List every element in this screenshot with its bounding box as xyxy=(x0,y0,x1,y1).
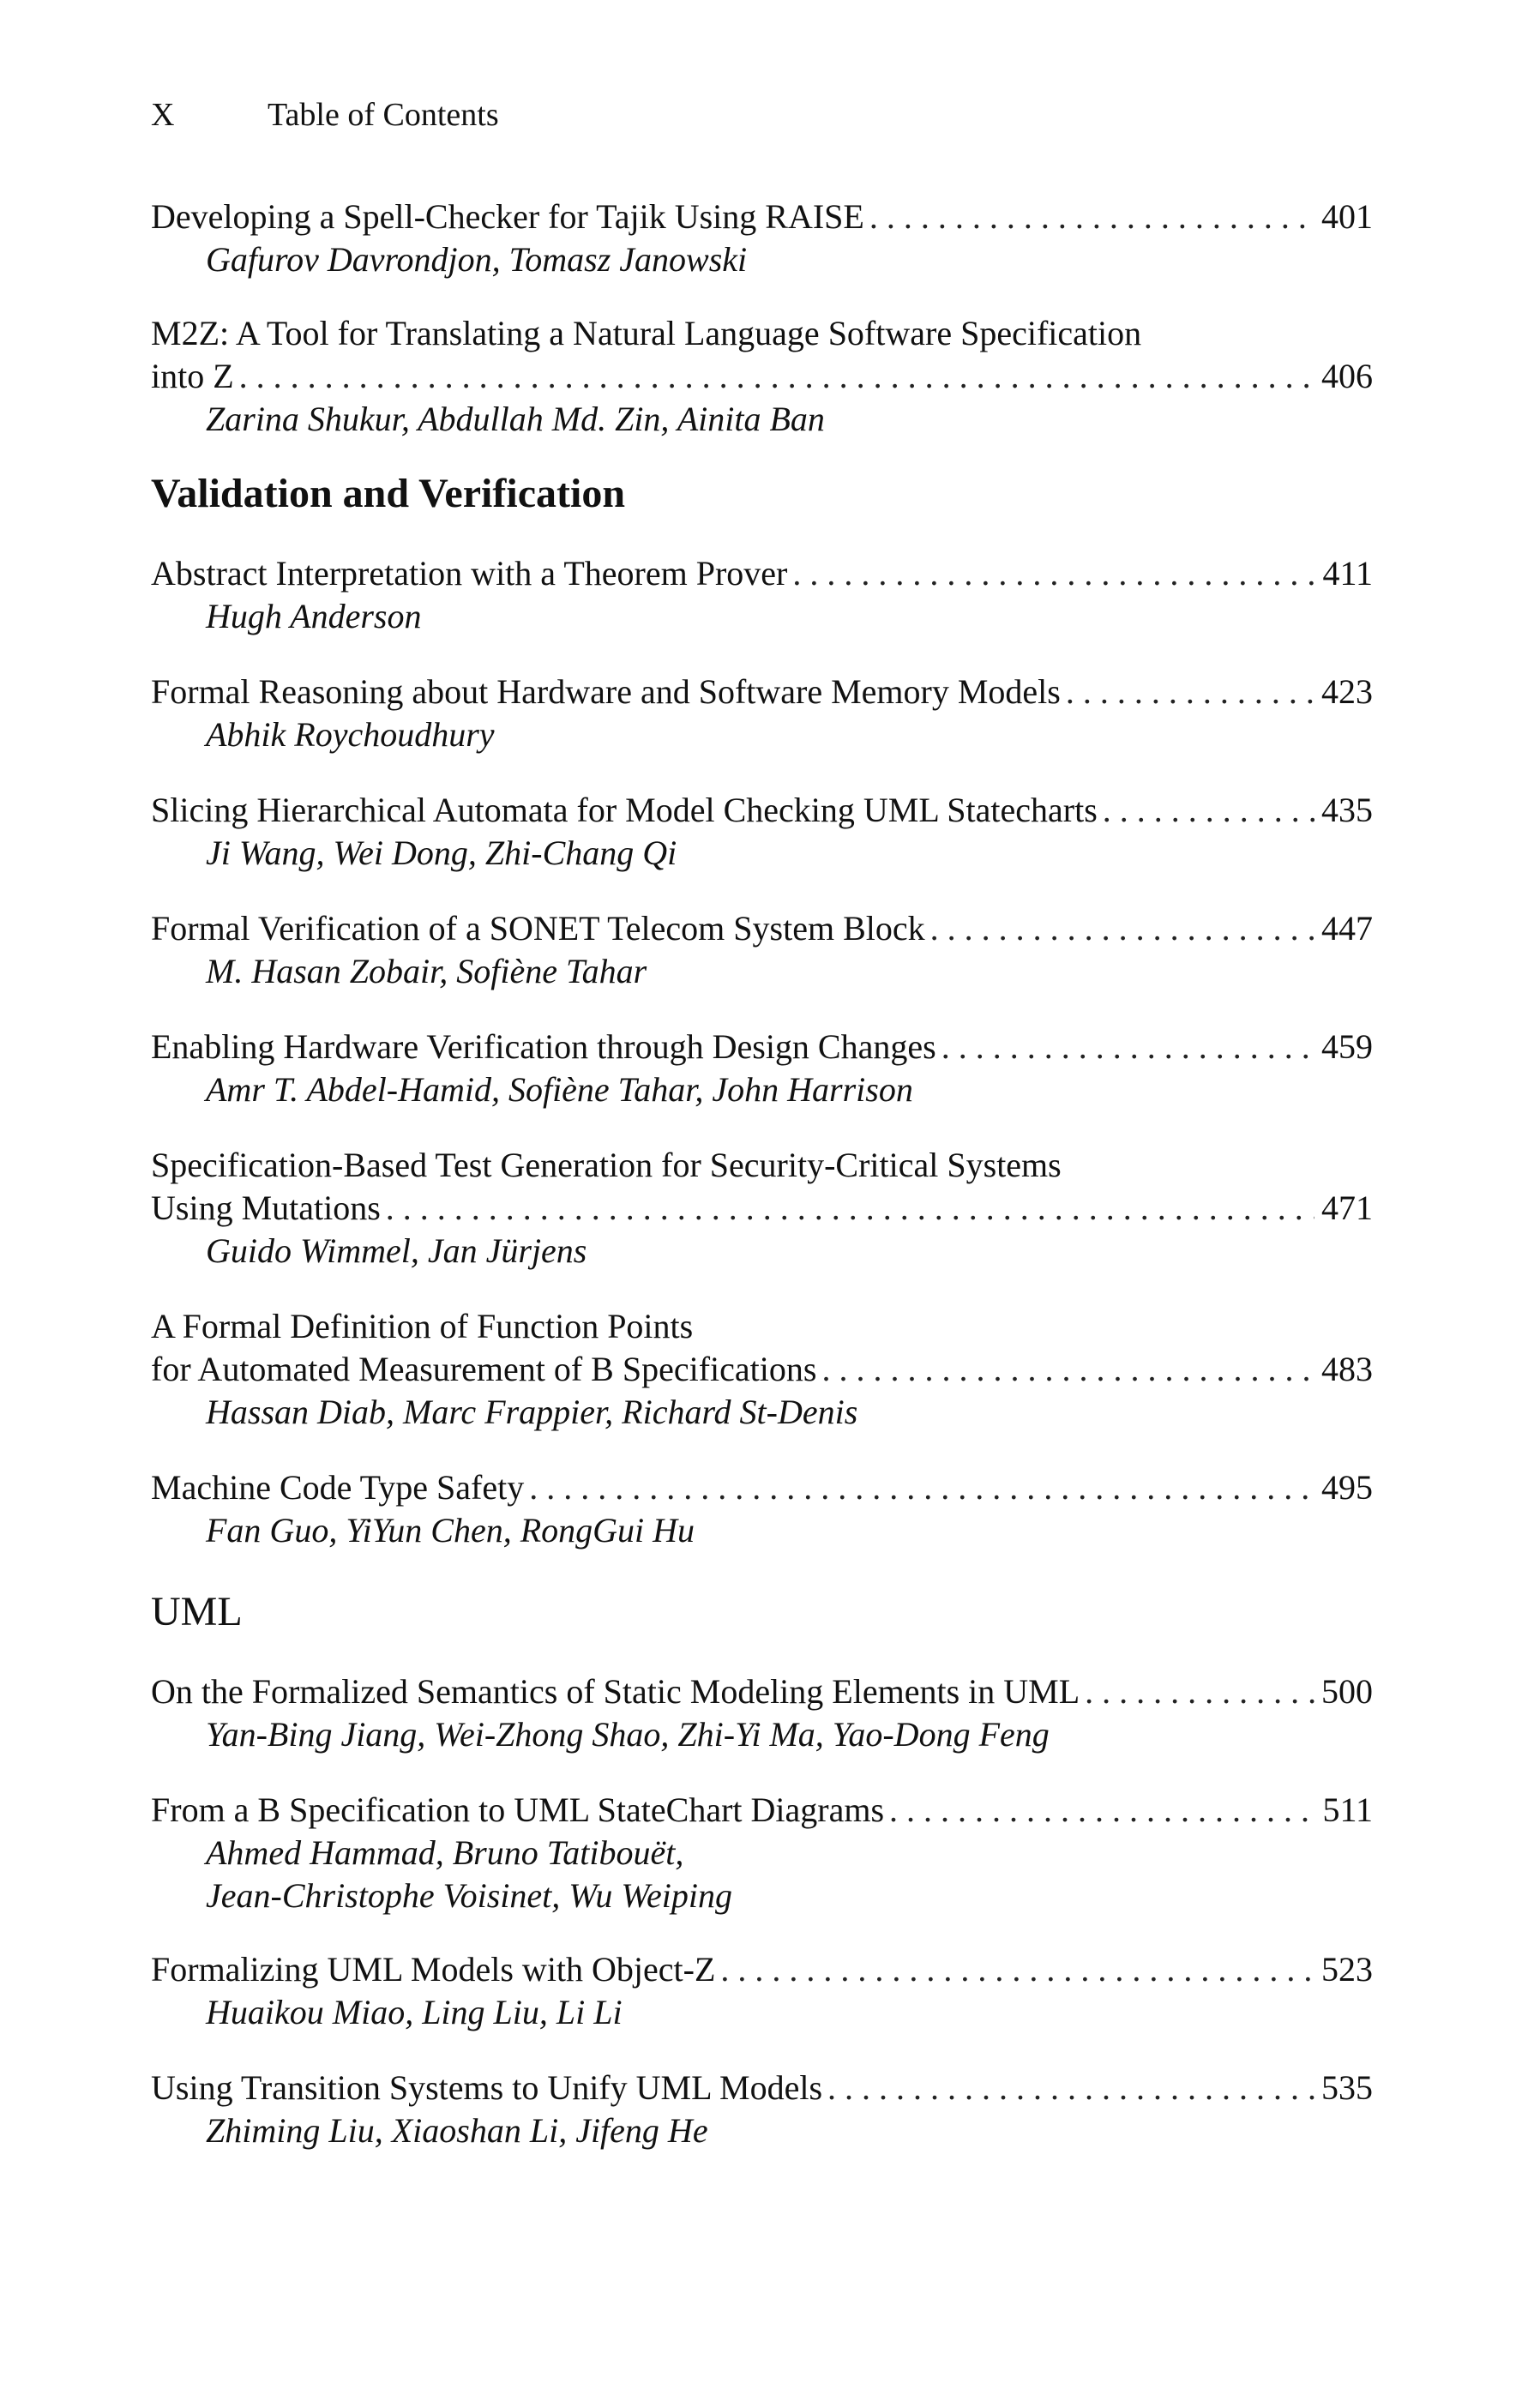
leader-dots xyxy=(889,1789,1315,1832)
entry-title: From a B Specification to UML StateChart Diagrams xyxy=(151,1790,885,1829)
entry-authors: Jean-Christophe Voisinet, Wu Weiping xyxy=(206,1876,733,1915)
entry-page-number: 483 xyxy=(1321,1350,1373,1388)
entry-authors: Ahmed Hammad, Bruno Tatibouët, xyxy=(206,1833,684,1872)
entry-title-line xyxy=(151,552,1373,595)
entry-page-number: 411 xyxy=(1322,554,1373,593)
leader-dots xyxy=(1085,1670,1314,1713)
leader-dots xyxy=(792,552,1315,595)
entry-authors: Zarina Shukur, Abdullah Md. Zin, Ainita Ban xyxy=(206,400,825,438)
toc-entry[interactable] xyxy=(151,1466,1373,1552)
entry-title: Using Transition Systems to Unify UML Models xyxy=(151,2068,823,2107)
entry-title-first-line: Specification-Based Test Generation for Security-Critical Systems xyxy=(151,1146,1062,1184)
entry-title-line xyxy=(151,671,1373,713)
entry-title: Developing a Spell-Checker for Tajik Using RAISE xyxy=(151,197,864,236)
entry-title-line xyxy=(151,1670,1373,1713)
entry-title-line xyxy=(151,2067,1373,2109)
toc-entry[interactable] xyxy=(151,312,1373,441)
entry-authors: Abhik Roychoudhury xyxy=(206,715,495,754)
toc-entry[interactable] xyxy=(151,552,1373,638)
toc-entry[interactable] xyxy=(151,907,1373,993)
entry-page-number: 471 xyxy=(1321,1188,1373,1227)
entry-page-number: 401 xyxy=(1321,197,1373,236)
entry-title: Formal Reasoning about Hardware and Software Memory Models xyxy=(151,672,1061,711)
leader-dots xyxy=(941,1026,1314,1068)
entry-page-number: 435 xyxy=(1321,791,1373,829)
entry-title: Using Mutations xyxy=(151,1188,381,1227)
toc-entry[interactable] xyxy=(151,1789,1373,1917)
leader-dots xyxy=(720,1948,1314,1991)
leader-dots xyxy=(827,2067,1314,2109)
leader-dots xyxy=(529,1466,1314,1509)
entry-authors: Huaikou Miao, Ling Liu, Li Li xyxy=(206,1993,623,2031)
leader-dots xyxy=(821,1348,1314,1391)
entry-title: On the Formalized Semantics of Static Modeling Elements in UML xyxy=(151,1672,1080,1711)
entry-page-number: 500 xyxy=(1321,1672,1373,1711)
entry-authors: Hugh Anderson xyxy=(206,597,422,635)
entry-title: Formalizing UML Models with Object-Z xyxy=(151,1950,716,1989)
entry-title-line xyxy=(151,789,1373,832)
entry-page-number: 535 xyxy=(1321,2068,1373,2107)
entry-title-line xyxy=(151,1948,1373,1991)
page-number: X xyxy=(151,97,175,133)
entry-authors: Ji Wang, Wei Dong, Zhi-Chang Qi xyxy=(206,833,677,872)
section-heading: UML xyxy=(151,1589,243,1634)
entry-authors: Gafurov Davrondjon, Tomasz Janowski xyxy=(206,240,748,279)
entry-title-line xyxy=(151,1026,1373,1068)
entry-title-line xyxy=(151,907,1373,950)
entry-title: Abstract Interpretation with a Theorem Prover xyxy=(151,554,788,593)
entry-title: into Z xyxy=(151,357,234,395)
entry-page-number: 423 xyxy=(1321,672,1373,711)
entry-authors: M. Hasan Zobair, Sofiène Tahar xyxy=(206,952,647,990)
entry-title: Formal Verification of a SONET Telecom System Block xyxy=(151,909,925,948)
entry-title-first-line: M2Z: A Tool for Translating a Natural Language Software Specification xyxy=(151,314,1142,352)
entry-authors: Hassan Diab, Marc Frappier, Richard St-Denis xyxy=(206,1393,858,1431)
entry-page-number: 459 xyxy=(1321,1027,1373,1066)
toc-entry[interactable] xyxy=(151,1670,1373,1756)
leader-dots xyxy=(386,1187,1314,1230)
entry-title-line xyxy=(151,1789,1373,1832)
entry-title-first-line: A Formal Definition of Function Points xyxy=(151,1307,694,1345)
entry-authors: Guido Wimmel, Jan Jürjens xyxy=(206,1231,587,1270)
entry-title: Enabling Hardware Verification through Design Changes xyxy=(151,1027,936,1066)
entry-title: Slicing Hierarchical Automata for Model Checking UML Statecharts xyxy=(151,791,1098,829)
entry-title-line xyxy=(151,1187,1373,1230)
section-heading: Validation and Verification xyxy=(151,471,626,516)
leader-dots xyxy=(930,907,1314,950)
entry-page-number: 495 xyxy=(1321,1468,1373,1507)
entry-title-line xyxy=(151,355,1373,398)
toc-entry[interactable] xyxy=(151,196,1373,281)
entry-page-number: 523 xyxy=(1321,1950,1373,1989)
entry-authors: Zhiming Liu, Xiaoshan Li, Jifeng He xyxy=(206,2111,708,2150)
leader-dots xyxy=(239,355,1314,398)
toc-entry[interactable] xyxy=(151,1026,1373,1111)
entry-authors: Yan-Bing Jiang, Wei-Zhong Shao, Zhi-Yi Ma, Yao-Dong Feng xyxy=(206,1715,1050,1754)
toc-entry[interactable] xyxy=(151,789,1373,875)
leader-dots xyxy=(1103,789,1314,832)
entry-title: for Automated Measurement of B Specifications xyxy=(151,1350,817,1388)
entry-page-number: 406 xyxy=(1321,357,1373,395)
toc-entry[interactable] xyxy=(151,671,1373,756)
entry-title-line xyxy=(151,196,1373,238)
toc-entry[interactable] xyxy=(151,1305,1373,1434)
toc-entry[interactable] xyxy=(151,2067,1373,2152)
entry-page-number: 447 xyxy=(1321,909,1373,948)
entry-title-line xyxy=(151,1348,1373,1391)
entry-authors: Fan Guo, YiYun Chen, RongGui Hu xyxy=(206,1511,695,1550)
entry-title-line xyxy=(151,1466,1373,1509)
toc-entry[interactable] xyxy=(151,1948,1373,2034)
running-title: Table of Contents xyxy=(268,97,499,133)
entry-page-number: 511 xyxy=(1322,1790,1373,1829)
entry-authors: Amr T. Abdel-Hamid, Sofiène Tahar, John Harrison xyxy=(206,1070,913,1109)
toc-entry[interactable] xyxy=(151,1144,1373,1273)
entry-title: Machine Code Type Safety xyxy=(151,1468,525,1507)
leader-dots xyxy=(1066,671,1314,713)
leader-dots xyxy=(869,196,1314,238)
